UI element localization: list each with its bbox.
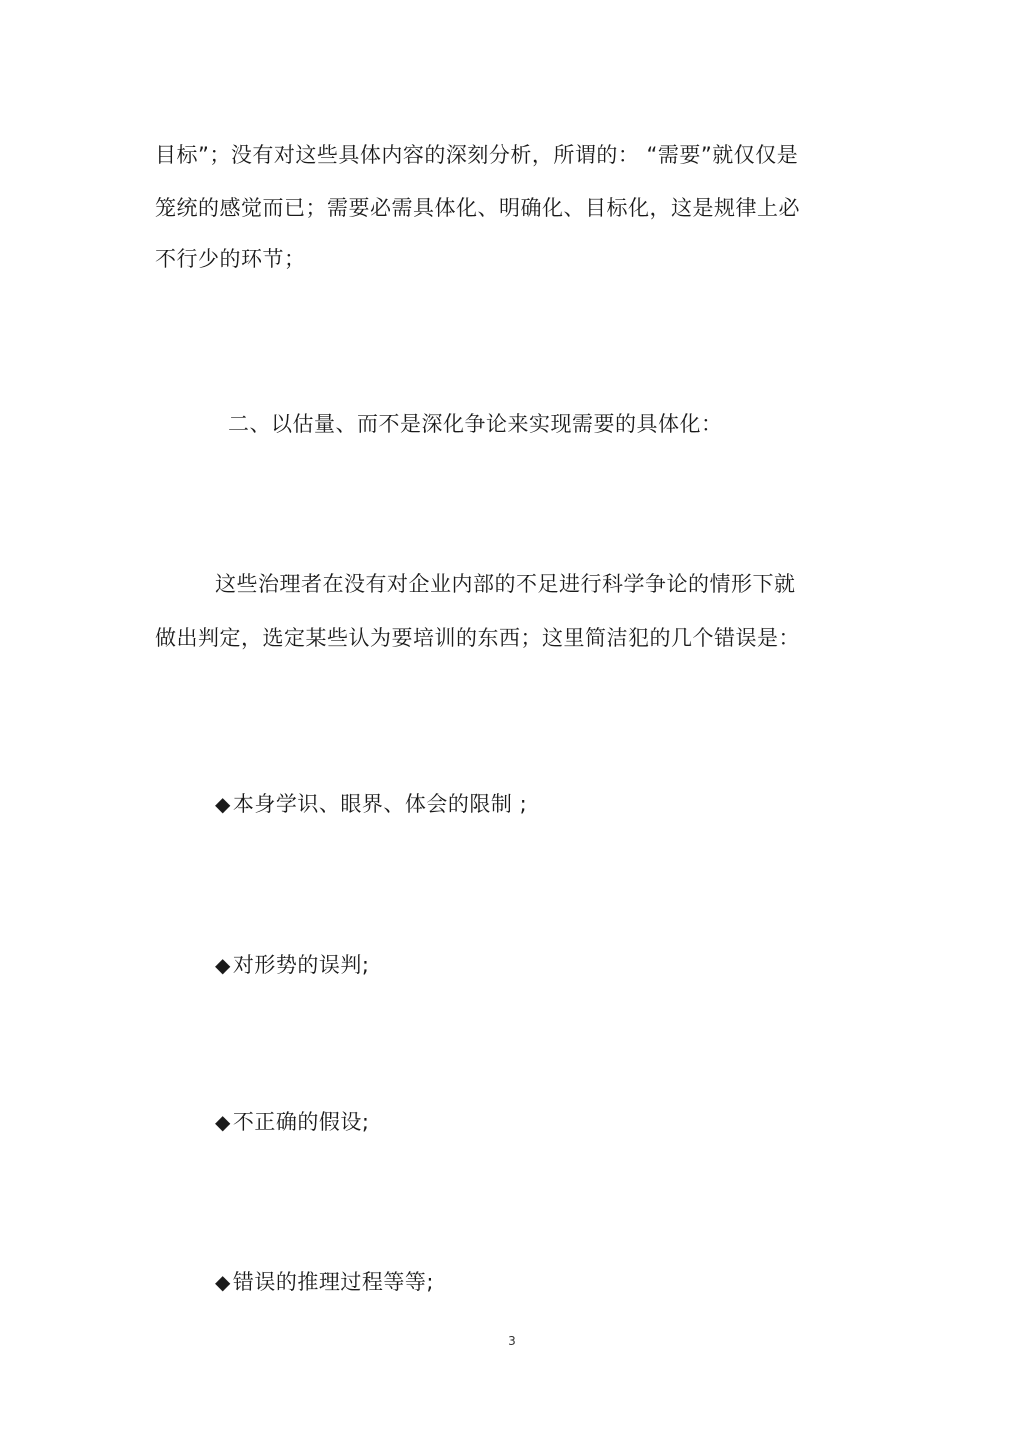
bullet-item <box>215 1268 434 1296</box>
bullet-item <box>215 790 527 818</box>
bullet-text: 不正确的假设; <box>232 1110 370 1134</box>
page-number: 3 <box>508 1334 516 1348</box>
paragraph-line: 不行少的环节； <box>155 247 306 271</box>
diamond-bullet-icon: ◆ <box>215 1110 231 1134</box>
paragraph-line: 做出判定，选定某些认为要培训的东西；这里简洁犯的几个错误是： <box>155 626 800 650</box>
bullet-text: 错误的推理过程等等; <box>232 1270 434 1294</box>
paragraph-line: 目标”；没有对这些具体内容的深刻分析，所谓的： “需要”就仅仅是 <box>155 143 799 167</box>
diamond-bullet-icon: ◆ <box>215 1270 231 1294</box>
diamond-bullet-icon: ◆ <box>215 953 231 977</box>
bullet-text: 本身学识、眼界、体会的限制 ; <box>232 792 528 816</box>
bullet-item <box>215 951 369 979</box>
diamond-bullet-icon: ◆ <box>215 792 231 816</box>
section-heading: 二、以估量、而不是深化争论来实现需要的具体化： <box>228 412 723 436</box>
bullet-item <box>215 1108 369 1136</box>
paragraph-line: 这些治理者在没有对企业内部的不足进行科学争论的情形下就 <box>215 572 796 596</box>
bullet-text: 对形势的误判; <box>232 953 370 977</box>
paragraph-line: 笼统的感觉而已；需要必需具体化、明确化、目标化，这是规律上必 <box>155 196 800 220</box>
